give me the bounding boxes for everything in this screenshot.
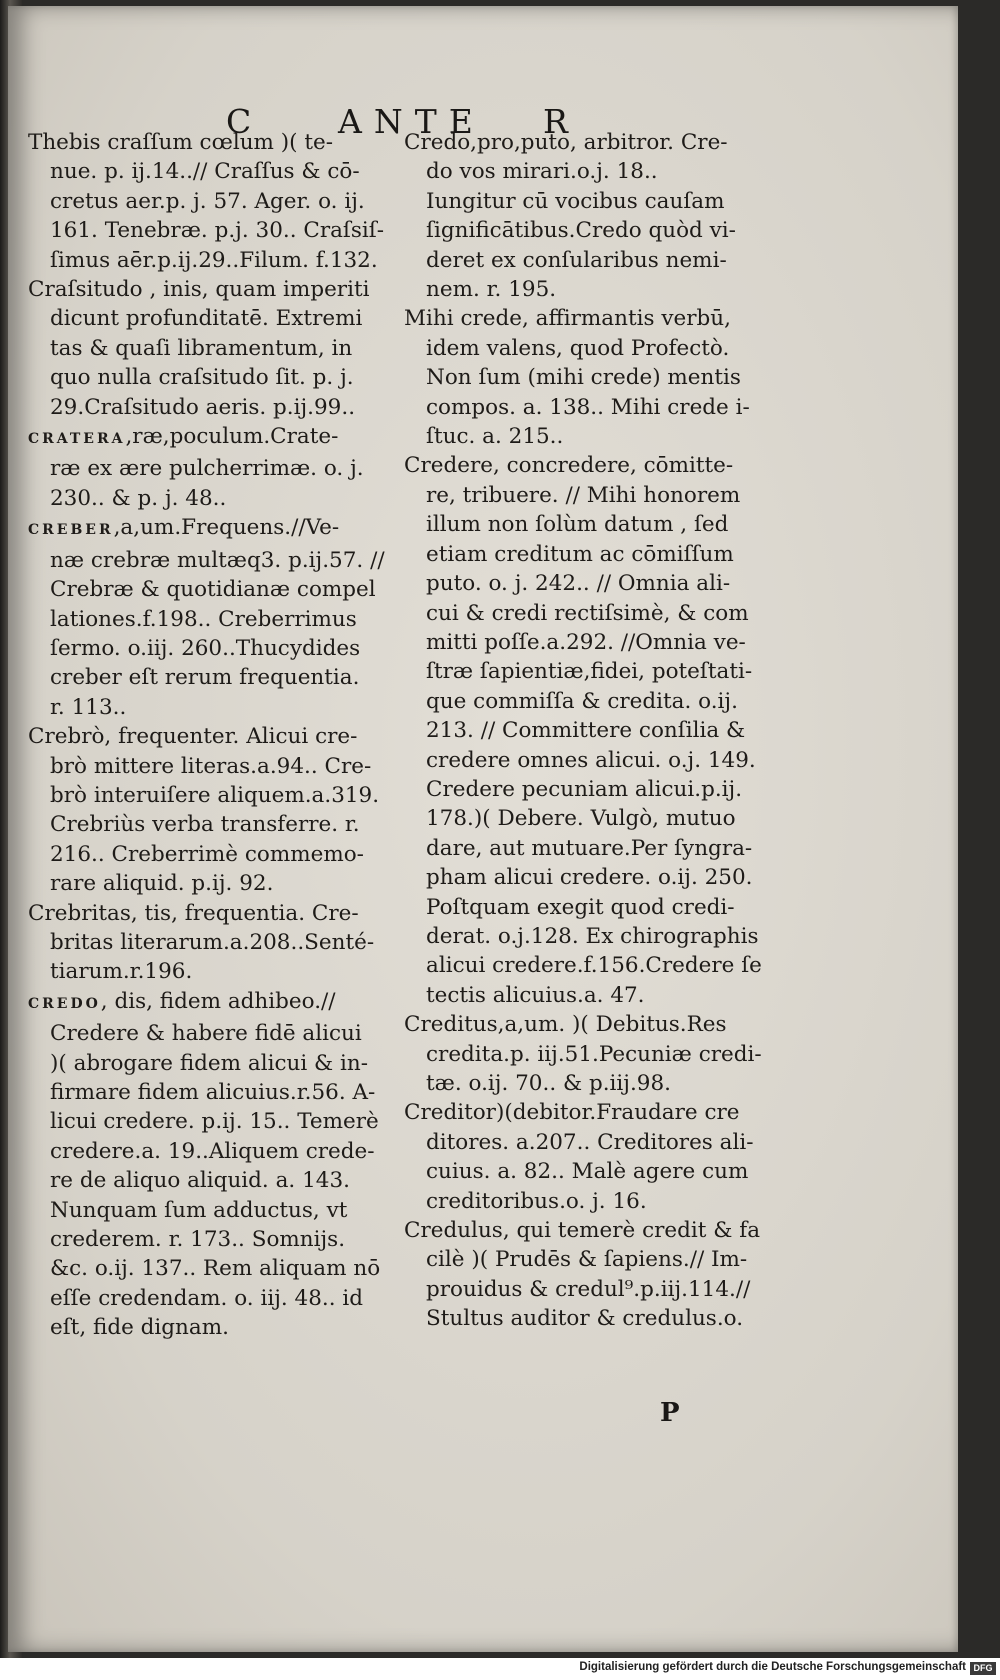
entry-line: 216.. Creberrimè commemo- bbox=[50, 841, 364, 867]
entry-line: que commiſſa & credita. o.ij. bbox=[426, 688, 738, 714]
right-column bbox=[404, 128, 786, 1334]
entry-line: deret ex conſularibus nemi- bbox=[426, 247, 727, 273]
entry-line: licui credere. p.ij. 15.. Temerè bbox=[50, 1109, 379, 1135]
entry-line: crederem. r. 173.. Somnijs. bbox=[50, 1227, 346, 1253]
dictionary-entry bbox=[28, 422, 400, 513]
header-letter-r: R bbox=[543, 102, 571, 141]
entry-line: mitti poſſe.a.292. //Omnia ve- bbox=[426, 629, 746, 655]
entry-line: ſtuc. a. 215.. bbox=[426, 424, 564, 450]
dictionary-entry bbox=[404, 451, 786, 1010]
entry-line: eſt, fide dignam. bbox=[50, 1315, 229, 1341]
entry-line: firmare fidem alicuius.r.56. A- bbox=[50, 1080, 376, 1105]
entry-line: 161. Tenebræ. p.j. 30.. Craſsiſ- bbox=[50, 218, 385, 244]
dictionary-entry bbox=[28, 513, 400, 722]
entry-line: cretus aer.p. j. 57. Ager. o. ij. bbox=[50, 188, 365, 214]
entry-line: brò interuiſere aliquem.a.319. bbox=[50, 782, 380, 808]
entry-line: tæ. o.ij. 70.. & p.iij.98. bbox=[426, 1071, 672, 1096]
dictionary-entry bbox=[28, 128, 400, 275]
entry-line: cuius. a. 82.. Malè agere cum bbox=[426, 1159, 749, 1185]
entry-line: Crebrò, frequenter. Alicui cre- bbox=[28, 724, 358, 750]
entry-line: 29.Craſsitudo aeris. p.ij.99.. bbox=[50, 394, 356, 420]
entry-line: nem. r. 195. bbox=[426, 277, 557, 303]
entry-line: cilè )( Prudēs & ſapiens.// Im- bbox=[426, 1247, 748, 1273]
entry-line: Crebriùs verba transferre. r. bbox=[50, 812, 360, 838]
entry-line: prouidus & credul⁹.p.iij.114.// bbox=[426, 1276, 751, 1302]
entry-line: Credulus, qui temerè credit & fa bbox=[404, 1218, 761, 1244]
entry-line: Stultus auditor & credulus.o. bbox=[426, 1306, 744, 1332]
entry-line: brò mittere literas.a.94.. Cre- bbox=[50, 753, 372, 779]
entry-line: næ crebræ multæq3. p.ij.57. // bbox=[50, 547, 385, 573]
entry-line: Poſtquam exegit quod credi- bbox=[426, 894, 735, 920]
entry-headword: CRATERA bbox=[28, 431, 126, 448]
entry-line: cui & credi rectiſsimè, & com bbox=[426, 600, 749, 626]
entry-line: compos. a. 138.. Mihi crede i- bbox=[426, 394, 750, 420]
entry-line: ſermo. o.iij. 260..Thucydides bbox=[50, 635, 361, 661]
entry-line: creber eſt rerum frequentia. bbox=[50, 665, 360, 691]
footer-credit-text: Digitalisierung gefördert durch die Deutsche Forschungsgemeinschaft bbox=[579, 1661, 966, 1673]
signature-mark: P bbox=[660, 1398, 680, 1428]
entry-line: britas literarum.a.208..Senté- bbox=[50, 929, 375, 955]
entry-line: etiam creditum ac cōmiſſum bbox=[426, 541, 734, 567]
header-word-ante: ANTE bbox=[338, 102, 485, 141]
dictionary-entry bbox=[404, 1010, 786, 1098]
entry-line: Crebritas, tis, frequentia. Cre- bbox=[28, 900, 359, 926]
entry-line bbox=[28, 422, 400, 454]
entry-line: Iungitur cū vocibus cauſam bbox=[426, 188, 725, 214]
entry-line: Non ſum (mihi crede) mentis bbox=[426, 365, 741, 391]
entry-line: do vos mirari.o.j. 18.. bbox=[426, 159, 658, 185]
dictionary-entry bbox=[28, 987, 400, 1343]
entry-line: alicui credere.f.156.Credere ſe bbox=[426, 953, 762, 979]
header-letter-c: C bbox=[226, 102, 255, 141]
entry-line: re de aliquo aliquid. a. 143. bbox=[50, 1168, 350, 1194]
dictionary-entry bbox=[28, 722, 400, 898]
entry-headword: CREBER bbox=[28, 522, 114, 539]
entry-line: ſimus aēr.p.ij.29..Filum. f.132. bbox=[50, 247, 378, 273]
entry-line: dicunt profunditatē. Extremi bbox=[50, 306, 363, 332]
entry-line: r. 113.. bbox=[50, 694, 127, 720]
entry-line bbox=[28, 987, 400, 1019]
entry-line: rare aliquid. p.ij. 92. bbox=[50, 871, 274, 897]
entry-line: tas & quaſi libramentum, in bbox=[50, 335, 353, 361]
dictionary-entry bbox=[404, 1216, 786, 1334]
entry-line-text: ,ræ,poculum.Crate- bbox=[125, 424, 339, 450]
entry-line: Credere & habere fidē alicui bbox=[50, 1021, 362, 1047]
dictionary-entry bbox=[28, 899, 400, 987]
entry-line: credita.p. iij.51.Pecuniæ credi- bbox=[426, 1041, 762, 1067]
entry-line: eſſe credendam. o. iij. 48.. id bbox=[50, 1285, 364, 1311]
dictionary-entry bbox=[28, 275, 400, 422]
entry-line: creditoribus.o. j. 16. bbox=[426, 1188, 647, 1214]
entry-line: derat. o.j.128. Ex chirographis bbox=[426, 923, 759, 949]
entry-line: 230.. & p. j. 48.. bbox=[50, 485, 227, 511]
entry-line-text: ,a,um.Frequens.//Ve- bbox=[113, 515, 340, 541]
dictionary-entry bbox=[404, 1098, 786, 1216]
entry-line: &c. o.ij. 137.. Rem aliquam nō bbox=[50, 1256, 381, 1282]
entry-line: ſignificātibus.Credo quòd vi- bbox=[426, 218, 736, 244]
entry-line: ſtræ ſapientiæ,fidei, poteſtati- bbox=[426, 659, 753, 685]
entry-line: )( abrogare fidem alicui & in- bbox=[50, 1050, 369, 1076]
entry-line: Creditus,a,um. )( Debitus.Res bbox=[404, 1012, 727, 1038]
dictionary-entry bbox=[404, 304, 786, 451]
entry-line: puto. o. j. 242.. // Omnia ali- bbox=[426, 571, 731, 597]
entry-line: Thebis craſſum cœlum )( te- bbox=[28, 130, 334, 155]
entry-line: pham alicui credere. o.ij. 250. bbox=[426, 865, 753, 891]
entry-line: Nunquam ſum adductus, vt bbox=[50, 1197, 348, 1223]
digitization-footer bbox=[0, 1658, 1000, 1680]
entry-line: re, tribuere. // Mihi honorem bbox=[426, 482, 741, 508]
entry-line: quo nulla craſsitudo ſit. p. j. bbox=[50, 365, 354, 391]
entry-line: Mihi crede, affirmantis verbū, bbox=[404, 306, 731, 332]
entry-line: dare, aut mutuare.Per ſyngra- bbox=[426, 835, 753, 861]
entry-line: Credere pecuniam alicui.p.ij. bbox=[426, 776, 743, 802]
entry-line bbox=[28, 513, 400, 545]
entry-line: illum non ſolùm datum , ſed bbox=[426, 512, 729, 538]
entry-line: 178.)( Debere. Vulgò, mutuo bbox=[426, 806, 736, 832]
entry-line: credere omnes alicui. o.j. 149. bbox=[426, 747, 756, 773]
entry-line: ræ ex ære pulcherrimæ. o. j. bbox=[50, 456, 364, 482]
left-column bbox=[28, 128, 400, 1343]
entry-line: ditores. a.207.. Creditores ali- bbox=[426, 1129, 754, 1155]
entry-line: Credere, concredere, cōmitte- bbox=[404, 453, 734, 479]
entry-line: nue. p. ij.14..// Craſſus & cō- bbox=[50, 159, 360, 185]
dictionary-entry bbox=[404, 128, 786, 304]
entry-line-text: , dis, fidem adhibeo.// bbox=[100, 988, 336, 1014]
entry-line: lationes.f.198.. Creberrimus bbox=[50, 606, 357, 632]
entry-line: credere.a. 19..Aliquem crede- bbox=[50, 1138, 375, 1164]
dfg-logo: DFG bbox=[970, 1662, 996, 1675]
entry-line: Craſsitudo , inis, quam imperiti bbox=[28, 277, 370, 303]
entry-line: Credo,pro,puto, arbitror. Cre- bbox=[404, 130, 728, 155]
entry-line: 213. // Committere conſilia & bbox=[426, 718, 746, 744]
entry-line: Crebræ & quotidianæ compel bbox=[50, 577, 376, 603]
entry-line: tiarum.r.196. bbox=[50, 959, 193, 985]
entry-line: tectis alicuius.a. 47. bbox=[426, 982, 645, 1008]
entry-line: idem valens, quod Profectò. bbox=[426, 335, 730, 361]
entry-line: Creditor)(debitor.Fraudare cre bbox=[404, 1100, 740, 1126]
book-page bbox=[8, 6, 958, 1652]
entry-headword: CREDO bbox=[28, 995, 101, 1012]
